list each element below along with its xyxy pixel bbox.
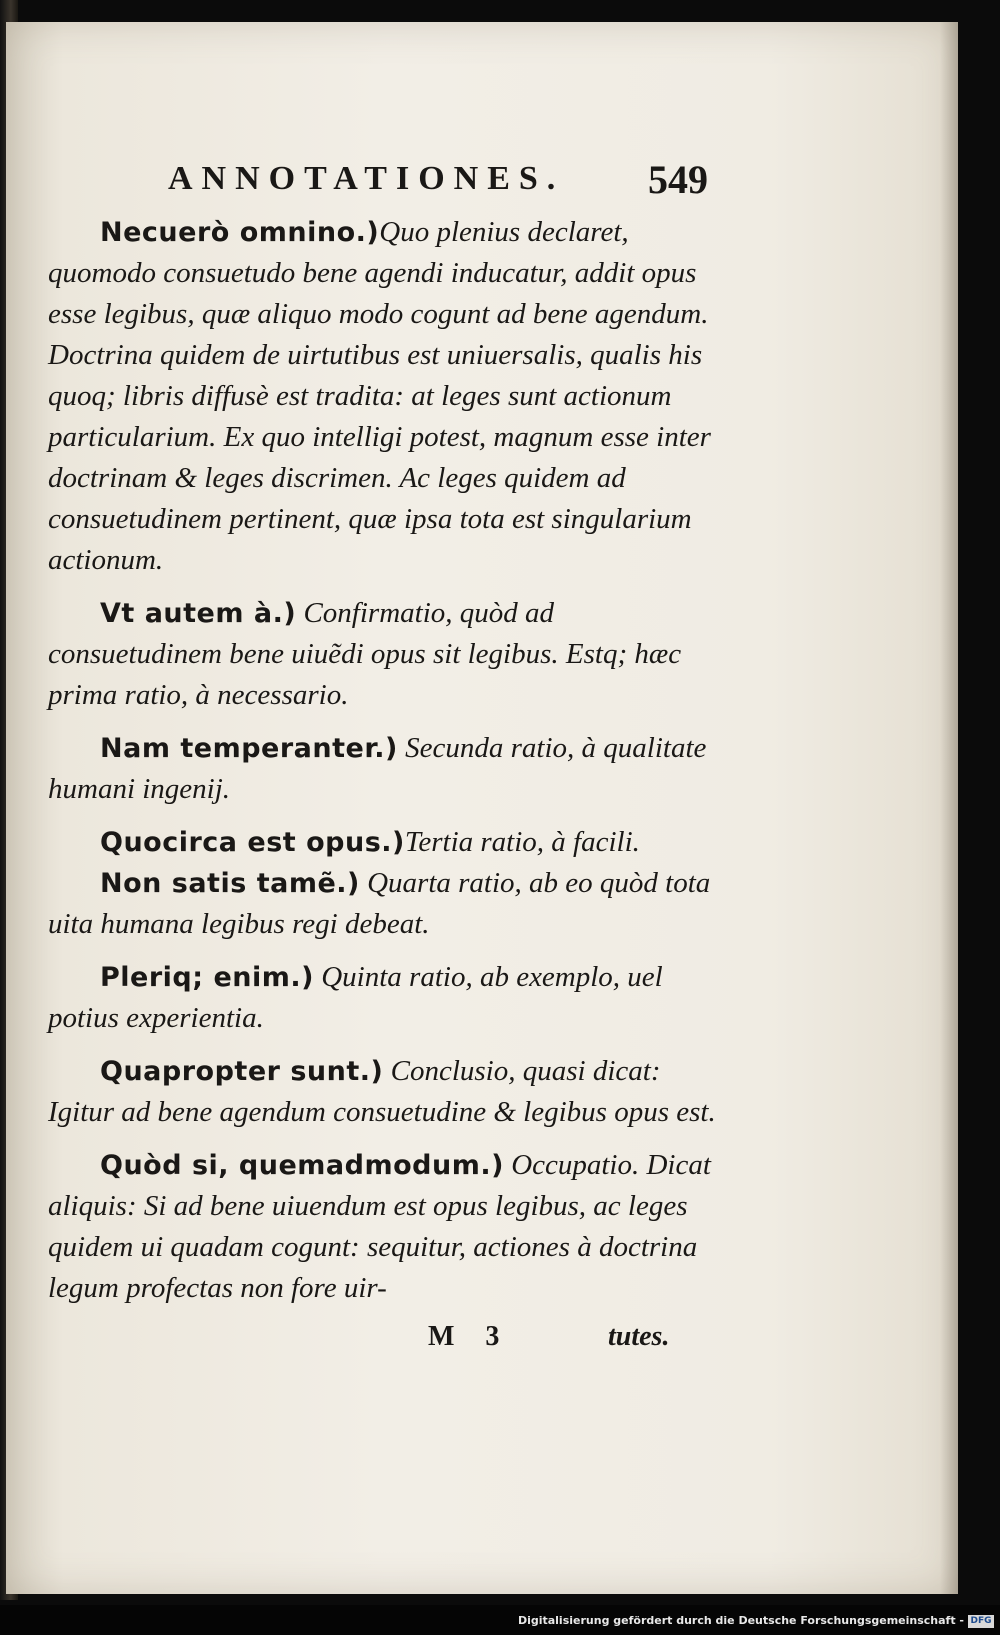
commentary-paragraph (48, 957, 728, 1039)
commentary-paragraph (48, 593, 728, 716)
lemma: Non satis tamẽ.) (100, 868, 360, 899)
signature-mark: M 3 (428, 1321, 500, 1352)
commentary-paragraph (48, 863, 728, 945)
paragraph-text: Quarta ratio, ab eo quòd tota uita humana legibus regi debeat. (48, 867, 711, 940)
lemma: Vt autem à.) (100, 598, 297, 629)
commentary-paragraph (48, 728, 728, 810)
catchword: tutes. (608, 1321, 670, 1352)
credit-bar (0, 1605, 1000, 1635)
paragraph-text: Confirmatio, quòd ad consuetudinem bene uiuẽdi opus sit legibus. Estq; hæc prima ratio, à necessario. (48, 597, 682, 711)
paragraph-text: Tertia ratio, à facili. (404, 826, 640, 858)
lemma: Quapropter sunt.) (100, 1056, 384, 1087)
page-edge-shadow (940, 22, 958, 1594)
page-text-block (48, 150, 728, 1371)
paragraph-text: Secunda ratio, à qualitate humani ingenij. (48, 732, 707, 805)
funding-credit: Digitalisierung gefördert durch die Deutsche Forschungsgemeinschaft - (517, 1614, 964, 1627)
running-head (48, 150, 728, 212)
dfg-logo-icon: DFG (968, 1615, 994, 1628)
paragraph-text: Occupatio. Dicat aliquis: Si ad bene uiuendum est opus legibus, ac leges quidem ui quadam cogunt: sequitur, actiones à doctrina legum profectas non fore uir- (48, 1149, 711, 1304)
lemma: Nam temperanter.) (100, 733, 398, 764)
lemma: Quòd si, quemadmodum.) (100, 1150, 504, 1181)
lemma: Pleriq; enim.) (100, 962, 314, 993)
page-footer (48, 1321, 728, 1371)
lemma: Quocirca est opus.) (100, 827, 405, 858)
page-number: 549 (648, 157, 708, 202)
running-title: ANNOTATIONES. (168, 160, 565, 197)
commentary-paragraph (48, 1145, 728, 1309)
commentary-paragraph (48, 1051, 728, 1133)
paragraph-text: Conclusio, quasi dicat: Igitur ad bene agendum consuetudine & legibus opus est. (48, 1055, 716, 1128)
commentary-paragraph (48, 212, 728, 581)
lemma: Necuerò omnino.) (100, 217, 380, 248)
paragraph-text: Quo plenius declaret, quomodo consuetudo bene agendi inducatur, addit opus esse legibus, quæ aliquo modo cogunt ad bene agendum. Doctrina quidem de uirtutibus est uniuersalis, qualis his quoq; libris diffusè est tradita: at leges sunt actionum particularium. Ex quo intelligi potest, magnum esse inter doctrinam & leges discrimen. Ac leges quidem ad consuetudinem pertinent, quæ ipsa tota est singularium actionum. (48, 216, 711, 576)
paragraph-text: Quinta ratio, ab exemplo, uel potius experientia. (48, 961, 663, 1034)
commentary-paragraph (48, 822, 728, 863)
